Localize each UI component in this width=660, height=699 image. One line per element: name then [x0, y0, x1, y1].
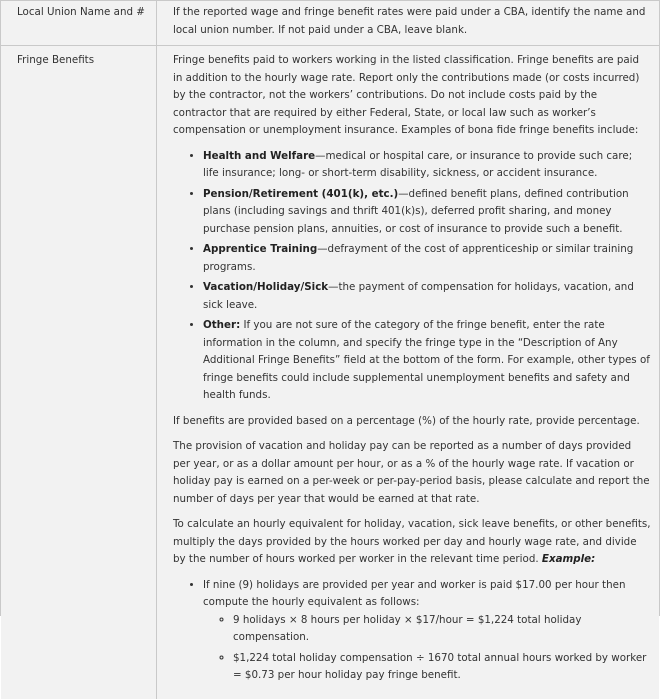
table-row-local-union	[1, 1, 659, 46]
term-description: —defined benefit plans, defined contribution plans (including savings and thrift 401(k)s), deferred profit sharing, and money purchase pension plans, annuities, or cost of insurance to provide such a benefit.	[203, 187, 629, 235]
list-item	[203, 317, 651, 405]
list-item	[203, 241, 651, 276]
term-description: —defrayment of the cost of apprenticeship or similar training programs.	[203, 243, 634, 273]
fringe-intro: Fringe benefits paid to workers working in the listed classification. Fringe benefits are paid in addition to the hourly wage rate. Report only the contributions made (or costs incurred) by the contractor, not the workers’ contributions. Do not include costs paid by the contractor that are required by either Federal, State, or local law such as worker’s compensation or unemployment insurance. Examples of bona fide fringe benefits include:	[173, 54, 640, 136]
term: Vacation/Holiday/Sick	[203, 281, 329, 293]
list-item: ◦ 9 holidays × 8 hours per holiday × $17/hour = $1,224 total holiday compensation.	[233, 612, 651, 647]
vacation-paragraph: The provision of vacation and holiday pay can be reported as a number of days provided per year, or as a dollar amount per hour, or as a % of the hourly wage rate. If vacation or holiday pay is earned on a per-week or per-pay-period basis, please calculate and report the number of days per year that would be earned at that rate.	[173, 440, 650, 505]
percentage-paragraph: If benefits are provided based on a percentage (%) of the hourly rate, provide percentage.	[173, 414, 640, 427]
list-item	[203, 577, 651, 685]
fringe-types-list	[173, 148, 651, 405]
calculation-paragraph	[173, 516, 651, 569]
term: Apprentice Training	[203, 243, 318, 255]
list-item	[203, 148, 651, 183]
row-label: Fringe Benefits	[1, 46, 157, 699]
example-list	[173, 577, 651, 685]
term: Pension/Retirement (401(k), etc.)	[203, 187, 399, 200]
row-description	[157, 46, 659, 699]
list-item: ◦ $1,224 total holiday compensation ÷ 1670 total annual hours worked by worker = $0.73 per hour holiday pay fringe benefit.	[233, 650, 651, 685]
example-sub-list	[203, 612, 651, 685]
term: Other:	[203, 319, 241, 331]
list-item	[203, 279, 651, 314]
example-text: If nine (9) holidays are provided per year and worker is paid $17.00 per hour then compute the hourly equivalent as follows:	[203, 578, 626, 608]
calculation-text: To calculate an hourly equivalent for holiday, vacation, sick leave benefits, or other benefits, multiply the days provided by the hours worked per day and hourly wage rate, and divide by the number of hours worked per worker in the relevant time period.	[173, 518, 651, 565]
list-item	[203, 186, 651, 239]
term-description: If you are not sure of the category of the fringe benefit, enter the rate information in the column, and specify the fringe type in the “Description of Any Additional Fringe Benefits” field at the bottom of the form. For example, other types of fringe benefits could include supplemental unemployment benefits and safety and health funds.	[203, 319, 650, 401]
term: Health and Welfare	[203, 149, 316, 162]
term-description: —the payment of compensation for holidays, vacation, and sick leave.	[203, 281, 634, 311]
row-description	[157, 1, 659, 45]
table-row-fringe-benefits	[1, 46, 659, 699]
term-description: —medical or hospital care, or insurance to provide such care; life insurance; long- or short-term disability, sickness, or accident insurance.	[203, 149, 633, 179]
row-label: Local Union Name and #	[1, 1, 157, 45]
example-label: Example:	[541, 553, 596, 565]
local-union-text: If the reported wage and fringe benefit rates were paid under a CBA, identify the name and local union number. If not paid under a CBA, leave blank.	[173, 6, 646, 36]
